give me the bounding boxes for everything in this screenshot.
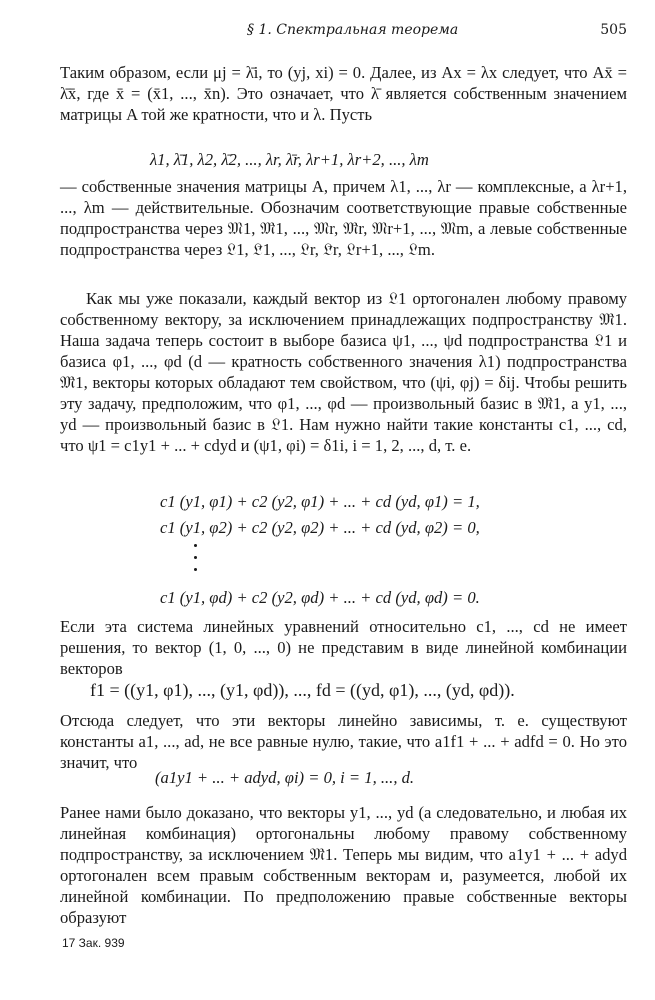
paragraph-3: Как мы уже показали, каждый вектор из 𝔏1 ортогонален любому правому собственному вектору, за исключением принадлежащих подпространству 𝔐̄1. Наша задача теперь состоит в выборе базиса ψ1, ..., ψd подпространства 𝔏1 и базиса φ1, ..., φd (d — кратность собственного значения λ1) подпространства 𝔐̄1, векторы которых обладают тем свойством, что (ψi, φj) = δij. Чтобы решить эту задачу, предположим, что φ1, ..., φd — произвольный базис в 𝔐̄1, а y1, ..., yd — произвольный базис в 𝔏1. Нам нужно найти такие константы c1, ..., cd, что ψ1 = c1y1 + ... + cdyd и (ψ1, φi) = δ1i, i = 1, 2, ..., d, т. е. xyxy=(60,289,627,455)
system-equation-2: c1 (y1, φ2) + c2 (y2, φ2) + ... + cd (yd, φ2) = 0, xyxy=(160,518,480,537)
paragraph-5: Отсюда следует, что эти векторы линейно зависимы, т. е. существуют константы a1, ..., ad, не все равные нулю, такие, что a1f1 + ... + adfd = 0. Но это значит, что xyxy=(60,711,627,772)
running-header xyxy=(62,22,627,42)
printer-signature: 17 Зак. 939 xyxy=(62,936,125,950)
system-equation-1: c1 (y1, φ1) + c2 (y2, φ1) + ... + cd (yd, φ1) = 1, xyxy=(160,492,480,511)
system-equation-d: c1 (y1, φd) + c2 (y2, φd) + ... + cd (yd, φd) = 0. xyxy=(160,588,480,607)
section-title: § 1. Спектральная теорема xyxy=(247,22,459,38)
vertical-ellipsis xyxy=(194,544,200,584)
orthogonality-equation: (a1y1 + ... + adyd, φi) = 0, i = 1, ..., d. xyxy=(155,768,415,787)
paragraph-6: Ранее нами было доказано, что векторы y1, ..., yd (а следовательно, и любая их линейная комбинация) ортогональны любому правому собственному подпространству, за исключением 𝔐̄1. Теперь мы видим, что a1y1 + ... + adyd ортогонален всем правым собственным векторам и, разумеется, любой их линейной комбинации. По предположению правые собственные векторы образуют xyxy=(60,803,627,927)
paragraph-1: Таким образом, если μj = λ̄i, то (yj, xi) = 0. Далее, из Ax = λx следует, что Ax̄ = λ̄x̄, где x̄ = (x̄1, ..., x̄n). Это означает, что λ̄ является собственным значением матрицы A той же кратности, что и λ. Пусть xyxy=(60,63,627,124)
eigenvalue-list-equation: λ1, λ̄1, λ2, λ̄2, ..., λr, λ̄r, λr+1, λr+2, ..., λm xyxy=(150,150,429,169)
paragraph-2: — собственные значения матрицы A, причем λ1, ..., λr — комплексные, а λr+1, ..., λm — действительные. Обозначим соответствующие правые собственные подпространства через 𝔐1, 𝔐̄1, ..., 𝔐r, 𝔐̄r, 𝔐r+1, ..., 𝔐m, а левые собственные подпространства через 𝔏1, 𝔏̄1, ..., 𝔏r, 𝔏̄r, 𝔏r+1, ..., 𝔏m. xyxy=(60,177,627,259)
vectors-f-equation: f1 = ((y1, φ1), ..., (y1, φd)), ..., fd = ((yd, φ1), ..., (yd, φd)). xyxy=(90,680,515,700)
paragraph-4: Если эта система линейных уравнений относительно c1, ..., cd не имеет решения, то вектор (1, 0, ..., 0) не представим в виде линейной комбинации векторов xyxy=(60,617,627,678)
page-number: 505 xyxy=(600,22,627,38)
